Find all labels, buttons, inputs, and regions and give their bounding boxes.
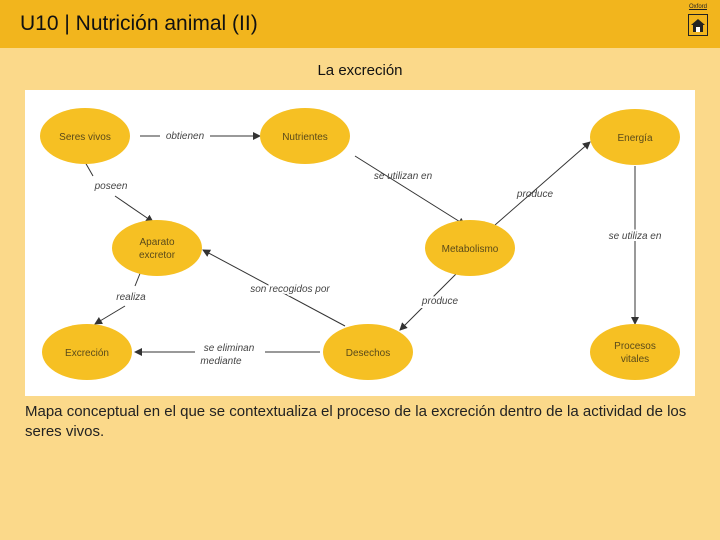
edge-metabolismo-energia-line bbox=[495, 142, 590, 225]
home-icon bbox=[688, 14, 708, 36]
slide-subtitle: La excreción bbox=[317, 62, 403, 79]
edge-poseen-line-b bbox=[115, 196, 153, 222]
edge-realiza-line-b bbox=[95, 306, 125, 324]
header-bar bbox=[0, 0, 720, 48]
edge-label-se-eliminan: se eliminan bbox=[203, 343, 255, 354]
node-aparato-label-line1: Aparato bbox=[139, 237, 175, 248]
figure-caption: Mapa conceptual en el que se contextualiza el proceso de la excreción dentro de la actividad de los seres vivos. bbox=[25, 403, 687, 440]
page-title: U10 | Nutrición animal (II) bbox=[20, 12, 258, 35]
node-procesos-label-line1: Procesos bbox=[614, 341, 656, 352]
edge-label-realiza: realiza bbox=[116, 292, 146, 303]
node-seres-vivos-label: Seres vivos bbox=[59, 132, 111, 143]
edge-poseen-line-a bbox=[85, 162, 93, 176]
edge-label-obtienen: obtienen bbox=[165, 131, 205, 142]
edge-label-se-utiliza-en: se utiliza en bbox=[608, 231, 662, 242]
edge-label-produce-top: produce bbox=[516, 189, 554, 200]
publisher-logo bbox=[684, 4, 712, 40]
edge-nutrientes-metabolismo-line bbox=[355, 156, 465, 225]
node-aparato-label-line2: excretor bbox=[138, 250, 176, 261]
edge-label-son-recogidos-por: son recogidos por bbox=[250, 284, 330, 295]
node-excrecion-label: Excreción bbox=[65, 348, 109, 359]
node-metabolismo-label: Metabolismo bbox=[441, 244, 499, 255]
edge-label-poseen: poseen bbox=[94, 181, 128, 192]
node-nutrientes-label: Nutrientes bbox=[282, 132, 328, 143]
node-desechos-label: Desechos bbox=[345, 348, 391, 359]
edge-label-mediante: mediante bbox=[200, 356, 242, 367]
node-procesos-label-line2: vitales bbox=[620, 354, 650, 365]
edge-label-produce-bottom: produce bbox=[421, 296, 459, 307]
concept-map bbox=[25, 90, 695, 396]
node-procesos-vitales bbox=[590, 324, 680, 380]
node-aparato-excretor bbox=[112, 220, 202, 276]
edge-label-se-utilizan-en: se utilizan en bbox=[373, 171, 433, 182]
node-energia-label: Energía bbox=[617, 133, 653, 144]
logo-text: Oxford bbox=[688, 4, 707, 10]
